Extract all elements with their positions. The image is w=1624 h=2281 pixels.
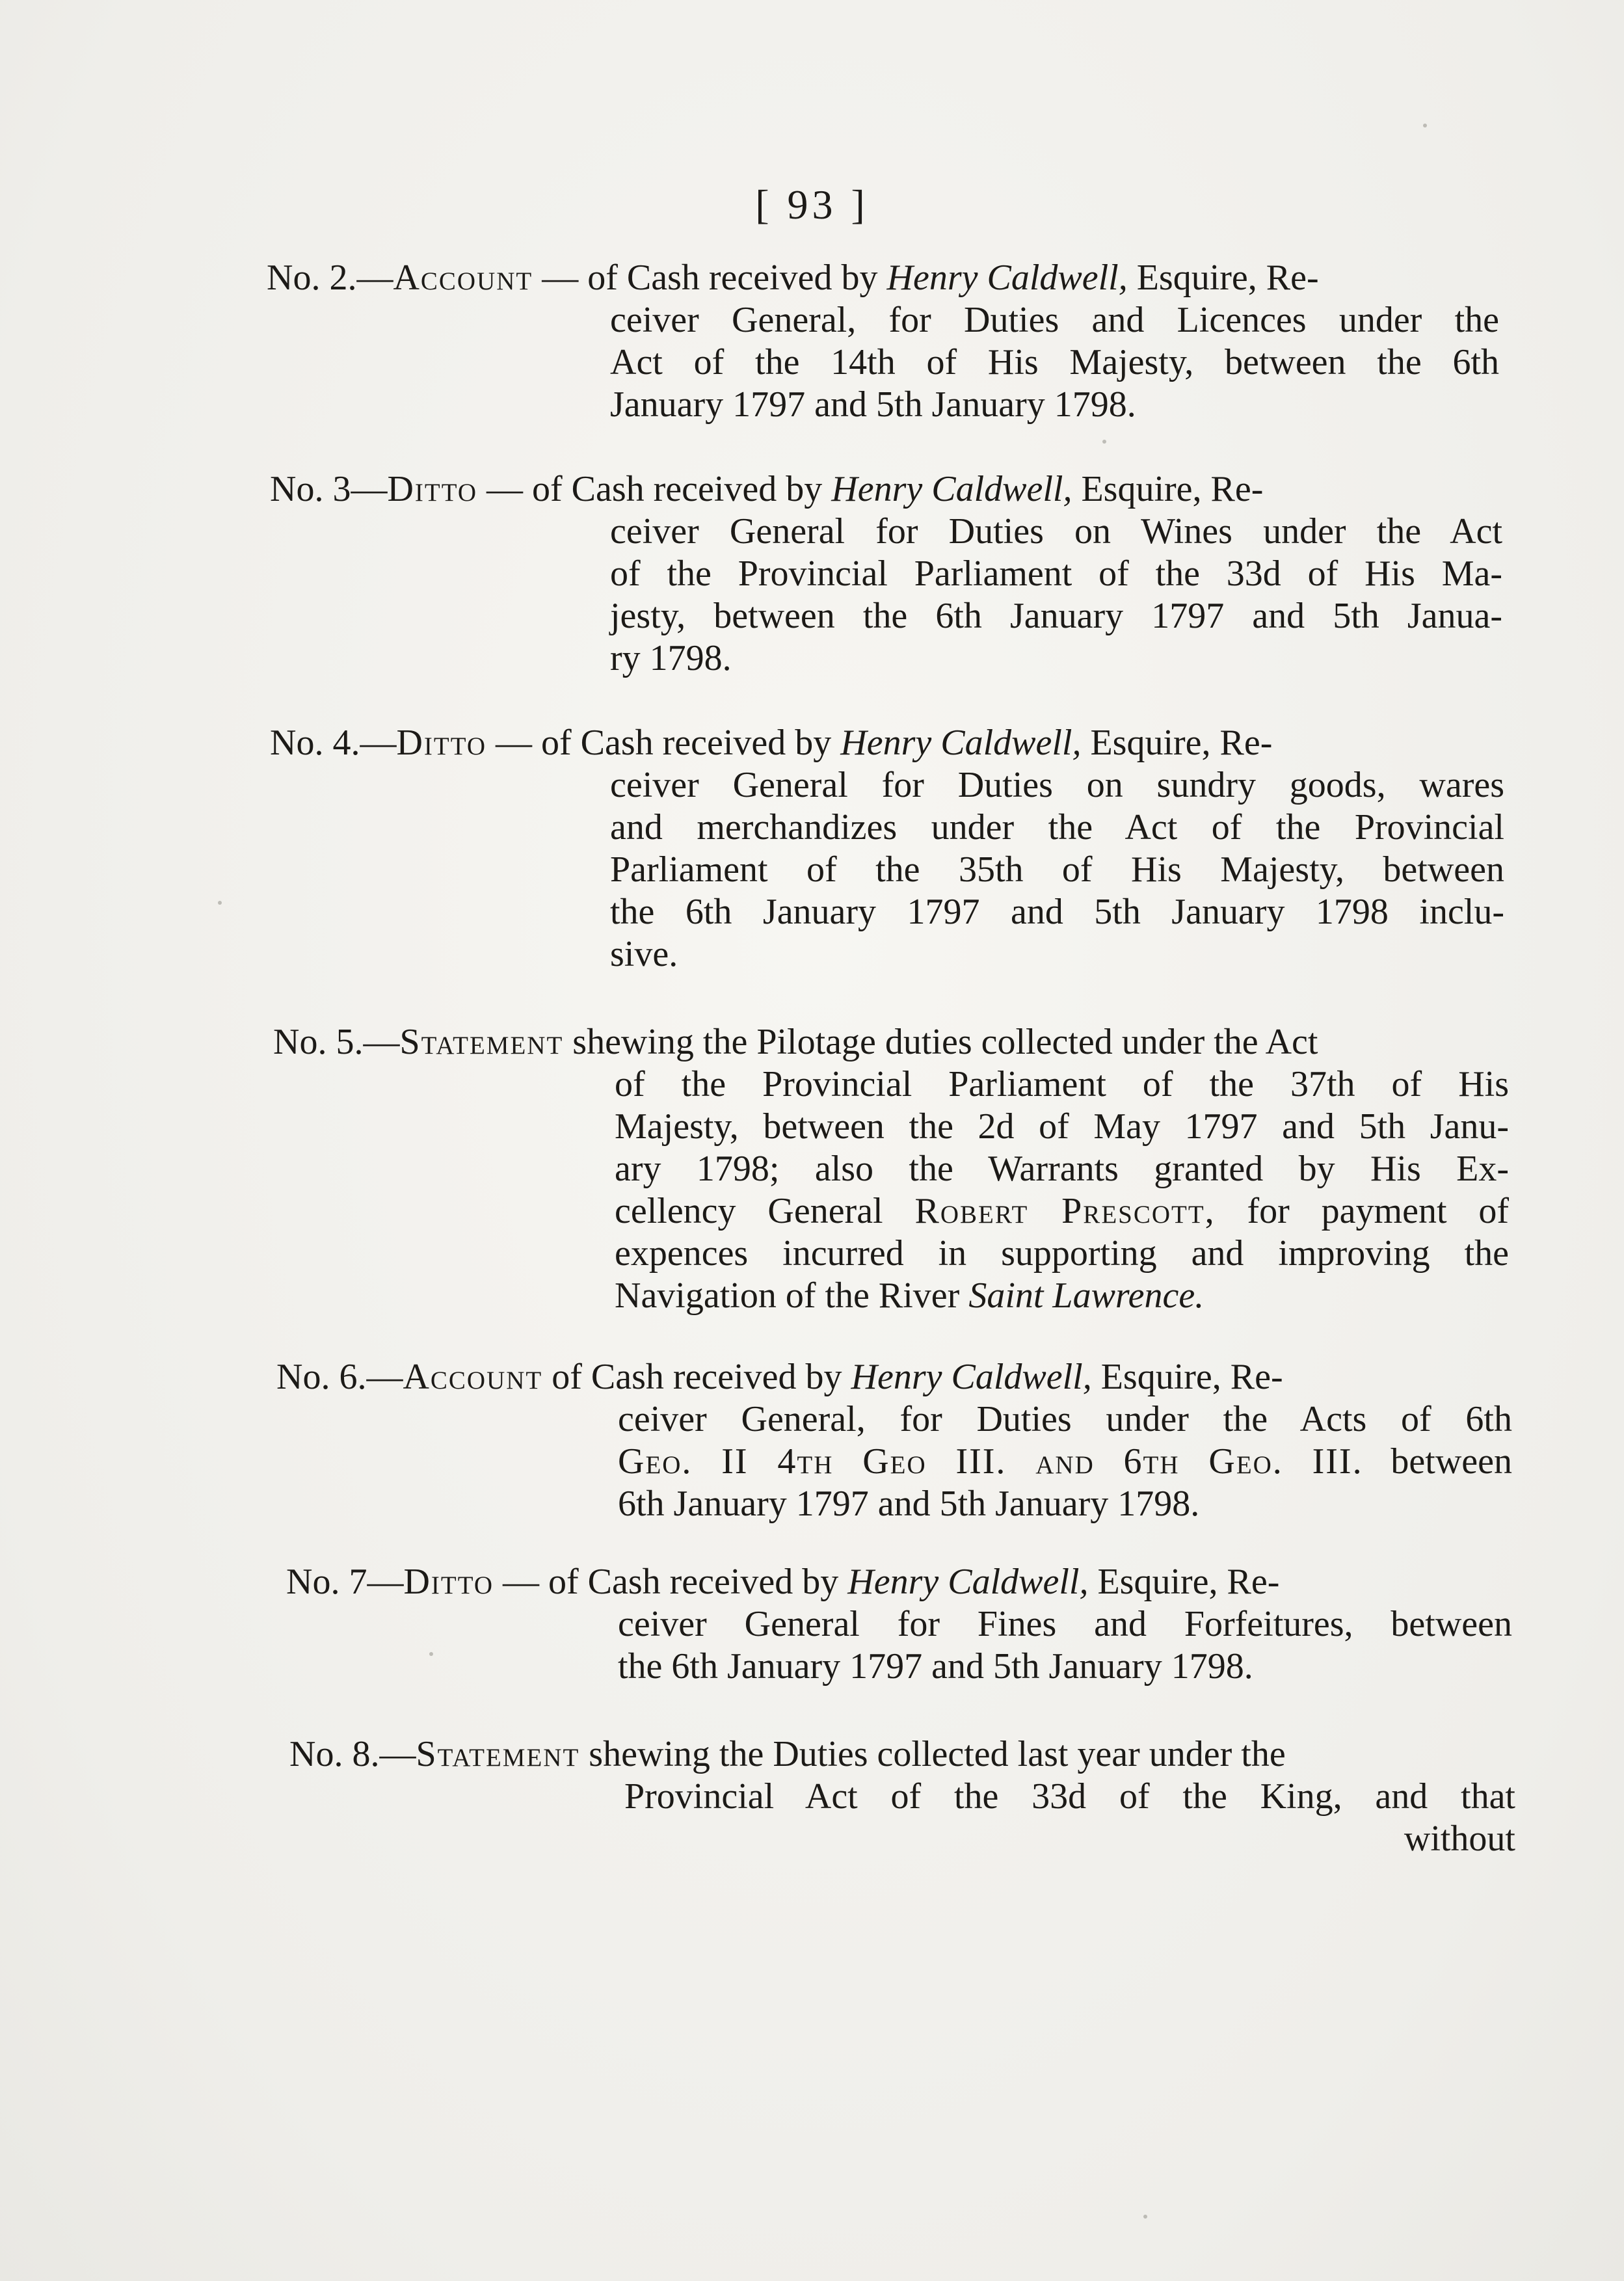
entry-text: for payment of [1215,1191,1509,1231]
entry-text: of Cash received by [587,258,887,298]
entry-kind: Statement [399,1022,564,1062]
entry-text: Esquire, Re- [1127,258,1319,298]
entry-number: No. 6. [276,1357,367,1397]
entry-first-line [273,1021,1509,1063]
entry-first-line [289,1733,1515,1776]
paper-speck [1102,440,1106,444]
entry-no-2-body [610,299,1499,426]
entry-line [618,1441,1512,1483]
entry-no-8-body [624,1776,1515,1860]
entry-no-5-body [615,1063,1509,1317]
entry-no-2 [267,257,1499,299]
entry-text: between [1363,1441,1512,1482]
paper-speck [429,1652,433,1656]
entry-separator [563,1022,572,1062]
entry-dash: — [379,1734,416,1774]
person-name: Henry Caldwell, [886,258,1128,298]
entry-text: shewing the Duties collected last year under the [589,1734,1286,1774]
entry-dash: — [360,723,397,763]
entry-text: of Cash received by [552,1357,851,1397]
entry-line: Act of the 14th of His Majesty, between the 6th [610,342,1499,382]
entry-dash: — [356,258,393,298]
paper-speck [1143,2215,1147,2219]
entry-number: No. 5. [273,1022,364,1062]
entry-kind: Account [403,1357,543,1397]
entry-separator [542,1357,552,1397]
entry-number: No. 4. [270,723,360,763]
entry-line: expences incurred in supporting and improving the [615,1233,1509,1274]
entry-line: Provincial Act of the 33d of the King, and that [624,1776,1515,1817]
entry-line: ceiver General for Duties on sundry goods, wares [610,765,1504,805]
entry-separator: — [533,258,588,298]
entry-line: the 6th January 1797 and 5th January 1798. [618,1646,1253,1687]
entry-kind: Ditto [396,723,486,763]
entry-line: and merchandizes under the Act of the Provincial [610,807,1504,847]
entry-kind: Statement [416,1734,580,1774]
paper-speck [218,901,222,905]
entry-kind: Ditto [387,469,477,509]
entry-no-3 [270,468,1502,511]
entry-first-line [270,722,1504,764]
entry-first-line [276,1356,1512,1398]
entry-line: ceiver General for Fines and Forfeitures, between [618,1604,1512,1644]
entry-kind: Account [393,258,533,298]
entry-separator [579,1734,589,1774]
entry-number: No. 3 [270,469,351,509]
person-name: Henry Caldwell, [831,469,1072,509]
entry-separator: — [486,723,541,763]
entry-separator: — [477,469,532,509]
entry-dash: — [366,1357,403,1397]
entry-line: 6th January 1797 and 5th January 1798. [618,1484,1200,1524]
person-name: Henry Caldwell, [847,1562,1089,1602]
entry-line [615,1190,1509,1233]
entry-line: ceiver General, for Duties and Licences under the [610,300,1499,340]
entry-text: shewing the Pilotage duties collected under the Act [572,1022,1318,1062]
place-name: Saint Lawrence. [968,1275,1205,1316]
entry-line: ceiver General, for Duties under the Acts of 6th [618,1399,1512,1439]
entry-text: Esquire, Re- [1081,723,1273,763]
entry-no-4 [270,722,1504,764]
entry-first-line [286,1561,1512,1603]
entry-number: No. 2. [267,258,357,298]
entry-line: January 1797 and 5th January 1798. [610,384,1136,425]
entry-text: Esquire, Re- [1088,1562,1280,1602]
entry-no-7 [286,1561,1512,1603]
entry-text: of Cash received by [541,723,841,763]
entry-line [615,1275,1509,1317]
entry-line: ceiver General for Duties on Wines under the Act [610,511,1502,552]
entry-line: sive. [610,934,678,974]
person-name: Robert Prescott, [914,1191,1216,1231]
entry-dash: — [351,469,388,509]
regnal-reference: Geo. II 4th Geo III. and 6th Geo. III. [618,1441,1363,1482]
entry-no-3-body [610,511,1502,680]
entry-text: Navigation of the River [615,1275,969,1316]
entry-no-6 [276,1356,1512,1398]
entry-line: of the Provincial Parliament of the 37th of His [615,1064,1509,1104]
entry-line: Parliament of the 35th of His Majesty, between [610,849,1504,890]
entry-dash: — [363,1022,400,1062]
entry-text: of Cash received by [532,469,832,509]
entry-line: of the Provincial Parliament of the 33d of His Ma- [610,554,1502,594]
paper-speck [1423,124,1427,127]
entry-no-4-body [610,764,1504,976]
entry-line: ry 1798. [610,638,732,678]
entry-no-7-body [618,1603,1512,1688]
page-number: [ 93 ] [755,181,869,228]
entry-no-8 [289,1733,1515,1776]
entry-no-6-body [618,1398,1512,1525]
entry-text: of Cash received by [548,1562,848,1602]
entry-line: ary 1798; also the Warrants granted by His Ex- [615,1149,1509,1189]
entry-text: cellency General [615,1191,915,1231]
catchword: without [1404,1819,1515,1859]
entry-separator: — [494,1562,548,1602]
entry-number: No. 7 [286,1562,367,1602]
entry-line: Majesty, between the 2d of May 1797 and 5th Janu- [615,1106,1509,1147]
entry-first-line [267,257,1499,299]
entry-line: jesty, between the 6th January 1797 and 5th Janua- [610,596,1502,636]
entry-text: Esquire, Re- [1072,469,1264,509]
entry-text: Esquire, Re- [1091,1357,1283,1397]
entry-first-line [270,468,1502,511]
person-name: Henry Caldwell, [851,1357,1092,1397]
entry-dash: — [367,1562,404,1602]
entry-line: the 6th January 1797 and 5th January 1798 inclu- [610,892,1504,932]
entry-no-5 [273,1021,1509,1063]
entry-number: No. 8. [289,1734,380,1774]
entry-kind: Ditto [403,1562,494,1602]
person-name: Henry Caldwell, [840,723,1082,763]
